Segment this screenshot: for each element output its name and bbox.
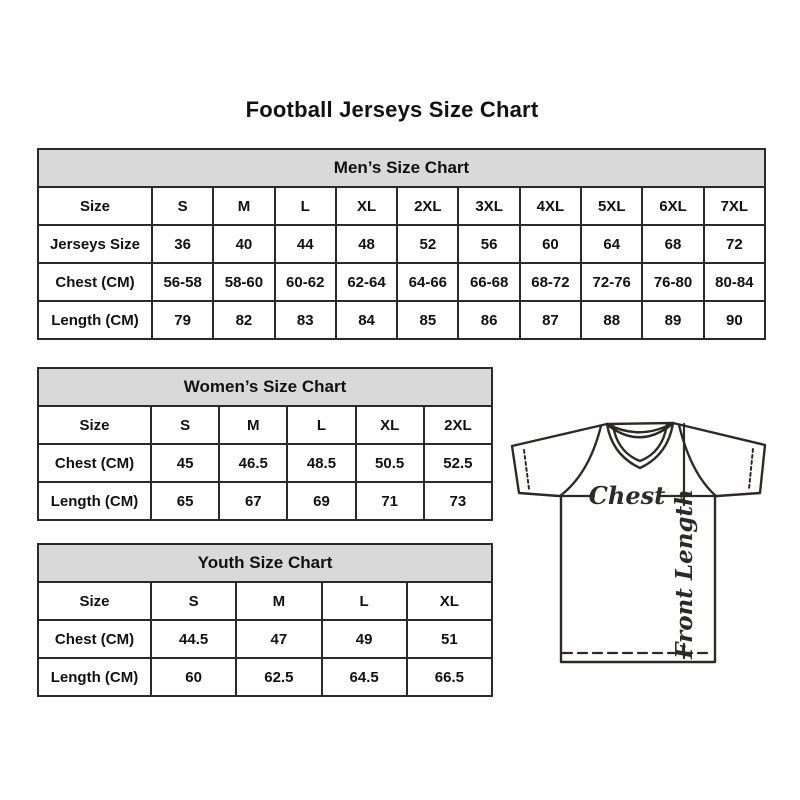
size-value-cell: 65 — [151, 482, 219, 520]
size-value-cell: L — [287, 406, 355, 444]
size-value-cell: 2XL — [397, 187, 458, 225]
size-value-cell: 72 — [704, 225, 765, 263]
size-value-cell: M — [213, 187, 274, 225]
size-value-cell: 80-84 — [704, 263, 765, 301]
row-label-cell: Length (CM) — [38, 482, 151, 520]
youth-size-table — [37, 543, 493, 697]
size-value-cell: 68 — [642, 225, 703, 263]
size-value-cell: 58-60 — [213, 263, 274, 301]
table-row — [38, 225, 765, 263]
size-value-cell: 84 — [336, 301, 397, 339]
size-value-cell: 73 — [424, 482, 492, 520]
jersey-right-cuff-dashes — [749, 449, 753, 489]
size-value-cell: 52 — [397, 225, 458, 263]
table-title: Women’s Size Chart — [38, 368, 492, 406]
size-value-cell: 67 — [219, 482, 287, 520]
size-value-cell: 62.5 — [236, 658, 321, 696]
size-value-cell: S — [152, 187, 213, 225]
size-value-cell: 56 — [458, 225, 519, 263]
size-value-cell: 60 — [151, 658, 236, 696]
size-value-cell: 82 — [213, 301, 274, 339]
table-title: Youth Size Chart — [38, 544, 492, 582]
table-row — [38, 444, 492, 482]
row-label-cell: Length (CM) — [38, 658, 151, 696]
table-row — [38, 482, 492, 520]
jersey-measurement-diagram — [500, 408, 778, 678]
size-value-cell: 3XL — [458, 187, 519, 225]
size-value-cell: 51 — [407, 620, 492, 658]
size-value-cell: M — [236, 582, 321, 620]
size-value-cell: 50.5 — [356, 444, 424, 482]
size-value-cell: 83 — [275, 301, 336, 339]
size-value-cell: 56-58 — [152, 263, 213, 301]
size-value-cell: 79 — [152, 301, 213, 339]
page-title: Football Jerseys Size Chart — [245, 97, 539, 122]
size-value-cell: 48 — [336, 225, 397, 263]
size-value-cell: 46.5 — [219, 444, 287, 482]
row-label-cell: Chest (CM) — [38, 620, 151, 658]
size-value-cell: 4XL — [520, 187, 581, 225]
jersey-outline-icon — [512, 423, 765, 662]
size-value-cell: XL — [407, 582, 492, 620]
size-value-cell: L — [322, 582, 407, 620]
size-value-cell: 40 — [213, 225, 274, 263]
row-label-cell: Chest (CM) — [38, 263, 152, 301]
size-value-cell: 86 — [458, 301, 519, 339]
size-value-cell: 45 — [151, 444, 219, 482]
size-value-cell: 44 — [275, 225, 336, 263]
size-value-cell: 90 — [704, 301, 765, 339]
row-label-cell: Chest (CM) — [38, 444, 151, 482]
size-value-cell: 66.5 — [407, 658, 492, 696]
womens-size-table — [37, 367, 493, 521]
row-label-cell: Size — [38, 406, 151, 444]
size-value-cell: 88 — [581, 301, 642, 339]
size-value-cell: 76-80 — [642, 263, 703, 301]
jersey-collar-back-curves — [607, 423, 673, 437]
size-value-cell: 60 — [520, 225, 581, 263]
front-length-label: Front Length — [671, 489, 698, 659]
size-value-cell: 60-62 — [275, 263, 336, 301]
size-value-cell: 49 — [322, 620, 407, 658]
size-value-cell: 85 — [397, 301, 458, 339]
size-value-cell: XL — [356, 406, 424, 444]
table-row — [38, 582, 492, 620]
row-label-cell: Length (CM) — [38, 301, 152, 339]
size-value-cell: 64 — [581, 225, 642, 263]
size-value-cell: 87 — [520, 301, 581, 339]
jersey-left-cuff-dashes — [524, 450, 529, 489]
size-value-cell: 71 — [356, 482, 424, 520]
table-row — [38, 620, 492, 658]
mens-size-table — [37, 148, 766, 340]
row-label-cell: Jerseys Size — [38, 225, 152, 263]
size-value-cell: 69 — [287, 482, 355, 520]
chest-label: Chest — [588, 481, 666, 510]
size-value-cell: 64-66 — [397, 263, 458, 301]
size-value-cell: 72-76 — [581, 263, 642, 301]
size-value-cell: L — [275, 187, 336, 225]
table-row — [38, 187, 765, 225]
table-title: Men’s Size Chart — [38, 149, 765, 187]
size-value-cell: M — [219, 406, 287, 444]
size-value-cell: 7XL — [704, 187, 765, 225]
size-value-cell: 36 — [152, 225, 213, 263]
size-value-cell: 6XL — [642, 187, 703, 225]
size-value-cell: 64.5 — [322, 658, 407, 696]
size-value-cell: 68-72 — [520, 263, 581, 301]
size-value-cell: XL — [336, 187, 397, 225]
size-value-cell: 89 — [642, 301, 703, 339]
table-row — [38, 263, 765, 301]
size-value-cell: 66-68 — [458, 263, 519, 301]
size-value-cell: 52.5 — [424, 444, 492, 482]
size-value-cell: 5XL — [581, 187, 642, 225]
row-label-cell: Size — [38, 582, 151, 620]
size-value-cell: S — [151, 582, 236, 620]
table-row — [38, 406, 492, 444]
size-value-cell: 47 — [236, 620, 321, 658]
size-value-cell: 62-64 — [336, 263, 397, 301]
size-value-cell: 44.5 — [151, 620, 236, 658]
size-value-cell: S — [151, 406, 219, 444]
table-row — [38, 301, 765, 339]
table-row — [38, 658, 492, 696]
row-label-cell: Size — [38, 187, 152, 225]
size-value-cell: 48.5 — [287, 444, 355, 482]
size-value-cell: 2XL — [424, 406, 492, 444]
